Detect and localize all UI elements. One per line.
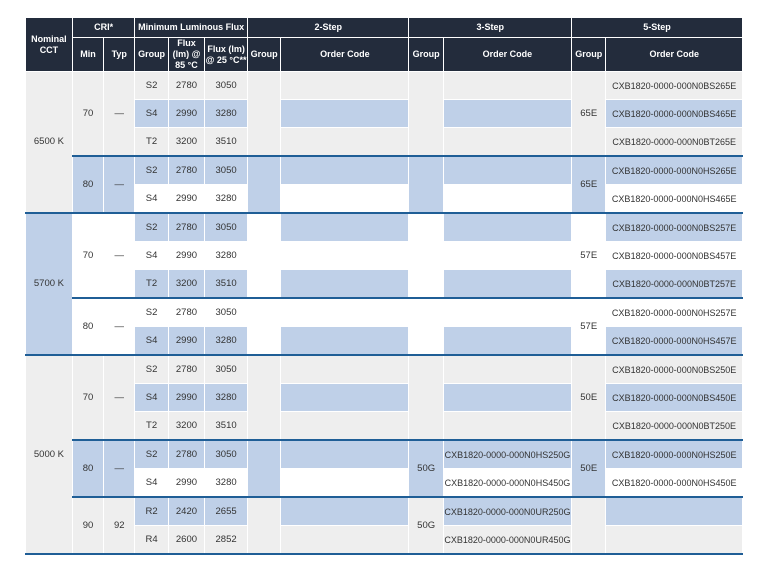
flux-25-cell: 3280 bbox=[205, 469, 248, 498]
cri-min-cell: 70 bbox=[72, 72, 103, 157]
step3-group-cell: 50G bbox=[409, 440, 443, 497]
flux-25-cell: 2852 bbox=[205, 526, 248, 555]
flux-group-cell: S2 bbox=[135, 156, 168, 185]
header-3-step: 3-Step bbox=[409, 18, 572, 38]
step3-code-cell bbox=[443, 72, 571, 100]
flux-25-cell: 3050 bbox=[205, 72, 248, 100]
flux-group-cell: S4 bbox=[135, 327, 168, 356]
step3-group-cell bbox=[409, 72, 443, 157]
step5-group-cell: 57E bbox=[572, 298, 606, 355]
step2-code-cell bbox=[281, 412, 409, 441]
table-row bbox=[26, 440, 743, 469]
flux-85-cell: 2420 bbox=[168, 497, 204, 526]
step5-group-cell: 50E bbox=[572, 355, 606, 440]
cct-cell: 5700 K bbox=[26, 213, 73, 355]
step3-code-cell: CXB1820-0000-000N0UR450G bbox=[443, 526, 571, 555]
header-flux-85: Flux (lm) @ 85 °C bbox=[168, 38, 204, 72]
step5-code-cell: CXB1820-0000-000N0BT250E bbox=[606, 412, 743, 441]
step5-code-cell: CXB1820-0000-000N0HS465E bbox=[606, 185, 743, 214]
flux-85-cell: 2990 bbox=[168, 384, 204, 412]
step3-code-cell bbox=[443, 185, 571, 214]
flux-25-cell: 3510 bbox=[205, 270, 248, 299]
cct-cell: 5000 K bbox=[26, 355, 73, 554]
cxb1820-order-code-table bbox=[25, 17, 743, 555]
flux-group-cell: S4 bbox=[135, 242, 168, 270]
flux-group-cell: S2 bbox=[135, 355, 168, 384]
flux-85-cell: 3200 bbox=[168, 128, 204, 157]
flux-25-cell: 3280 bbox=[205, 384, 248, 412]
header-5-step: 5-Step bbox=[572, 18, 743, 38]
step5-code-cell: CXB1820-0000-000N0HS250E bbox=[606, 440, 743, 469]
cri-typ-cell: — bbox=[104, 440, 135, 497]
step2-code-cell bbox=[281, 242, 409, 270]
step2-code-cell bbox=[281, 440, 409, 469]
cct-cell: 6500 K bbox=[26, 72, 73, 214]
step5-group-cell: 57E bbox=[572, 213, 606, 298]
flux-group-cell: T2 bbox=[135, 128, 168, 157]
flux-group-cell: S2 bbox=[135, 213, 168, 242]
step2-group-cell bbox=[247, 298, 280, 355]
header-2-step: 2-Step bbox=[247, 18, 409, 38]
step5-code-cell bbox=[606, 526, 743, 555]
cri-min-cell: 80 bbox=[72, 298, 103, 355]
cri-typ-cell: 92 bbox=[104, 497, 135, 554]
step5-code-cell: CXB1820-0000-000N0BT265E bbox=[606, 128, 743, 157]
step3-code-cell: CXB1820-0000-000N0HS250G bbox=[443, 440, 571, 469]
flux-85-cell: 3200 bbox=[168, 412, 204, 441]
header-2step-group: Group bbox=[247, 38, 280, 72]
table-row bbox=[26, 72, 743, 100]
step3-code-cell bbox=[443, 156, 571, 185]
step5-code-cell: CXB1820-0000-000N0HS257E bbox=[606, 298, 743, 327]
step5-group-cell: 65E bbox=[572, 156, 606, 213]
header-cri-typ: Typ bbox=[104, 38, 135, 72]
step3-code-cell bbox=[443, 128, 571, 157]
flux-25-cell: 3050 bbox=[205, 156, 248, 185]
flux-group-cell: S4 bbox=[135, 384, 168, 412]
flux-25-cell: 3280 bbox=[205, 327, 248, 356]
step3-code-cell: CXB1820-0000-000N0HS450G bbox=[443, 469, 571, 498]
step2-group-cell bbox=[247, 72, 280, 157]
header-nominal-cct: Nominal CCT bbox=[26, 18, 73, 72]
step3-group-cell: 50G bbox=[409, 497, 443, 554]
header-cri-min: Min bbox=[72, 38, 103, 72]
step2-code-cell bbox=[281, 128, 409, 157]
table-row bbox=[26, 298, 743, 327]
step2-group-cell bbox=[247, 156, 280, 213]
flux-85-cell: 2990 bbox=[168, 100, 204, 128]
cri-min-cell: 70 bbox=[72, 355, 103, 440]
flux-85-cell: 2600 bbox=[168, 526, 204, 555]
step3-group-cell bbox=[409, 298, 443, 355]
step5-code-cell: CXB1820-0000-000N0BS265E bbox=[606, 72, 743, 100]
step3-code-cell bbox=[443, 213, 571, 242]
flux-85-cell: 2780 bbox=[168, 298, 204, 327]
flux-group-cell: R2 bbox=[135, 497, 168, 526]
step3-code-cell bbox=[443, 242, 571, 270]
flux-85-cell: 2990 bbox=[168, 185, 204, 214]
step5-code-cell: CXB1820-0000-000N0HS457E bbox=[606, 327, 743, 356]
step3-code-cell bbox=[443, 270, 571, 299]
step2-code-cell bbox=[281, 72, 409, 100]
header-3step-order-code: Order Code bbox=[443, 38, 571, 72]
flux-85-cell: 2990 bbox=[168, 327, 204, 356]
flux-25-cell: 3280 bbox=[205, 185, 248, 214]
step5-code-cell: CXB1820-0000-000N0BS450E bbox=[606, 384, 743, 412]
step2-code-cell bbox=[281, 497, 409, 526]
step3-code-cell bbox=[443, 355, 571, 384]
step5-code-cell: CXB1820-0000-000N0HS450E bbox=[606, 469, 743, 498]
step2-group-cell bbox=[247, 497, 280, 554]
step3-code-cell: CXB1820-0000-000N0UR250G bbox=[443, 497, 571, 526]
flux-25-cell: 3050 bbox=[205, 355, 248, 384]
step2-code-cell bbox=[281, 100, 409, 128]
flux-group-cell: R4 bbox=[135, 526, 168, 555]
step2-code-cell bbox=[281, 384, 409, 412]
step3-code-cell bbox=[443, 298, 571, 327]
flux-85-cell: 2990 bbox=[168, 242, 204, 270]
header-cri: CRI* bbox=[72, 18, 135, 38]
cri-typ-cell: — bbox=[104, 355, 135, 440]
table-row bbox=[26, 156, 743, 185]
step3-code-cell bbox=[443, 384, 571, 412]
step5-code-cell: CXB1820-0000-000N0BT257E bbox=[606, 270, 743, 299]
flux-85-cell: 2780 bbox=[168, 156, 204, 185]
step5-code-cell: CXB1820-0000-000N0BS465E bbox=[606, 100, 743, 128]
flux-group-cell: S4 bbox=[135, 100, 168, 128]
flux-85-cell: 2780 bbox=[168, 440, 204, 469]
flux-25-cell: 3510 bbox=[205, 128, 248, 157]
flux-85-cell: 2990 bbox=[168, 469, 204, 498]
step2-code-cell bbox=[281, 526, 409, 555]
step5-code-cell bbox=[606, 497, 743, 526]
flux-85-cell: 3200 bbox=[168, 270, 204, 299]
step2-group-cell bbox=[247, 213, 280, 298]
header-2step-order-code: Order Code bbox=[281, 38, 409, 72]
cri-min-cell: 80 bbox=[72, 156, 103, 213]
step2-group-cell bbox=[247, 440, 280, 497]
step3-group-cell bbox=[409, 355, 443, 440]
flux-group-cell: S2 bbox=[135, 440, 168, 469]
step5-code-cell: CXB1820-0000-000N0HS265E bbox=[606, 156, 743, 185]
flux-25-cell: 3050 bbox=[205, 440, 248, 469]
cri-typ-cell: — bbox=[104, 156, 135, 213]
header-3step-group: Group bbox=[409, 38, 443, 72]
step2-code-cell bbox=[281, 270, 409, 299]
flux-group-cell: T2 bbox=[135, 270, 168, 299]
step3-group-cell bbox=[409, 213, 443, 298]
step3-code-cell bbox=[443, 100, 571, 128]
cri-min-cell: 90 bbox=[72, 497, 103, 554]
step3-code-cell bbox=[443, 412, 571, 441]
cri-min-cell: 80 bbox=[72, 440, 103, 497]
step5-group-cell: 65E bbox=[572, 72, 606, 157]
cri-typ-cell: — bbox=[104, 213, 135, 298]
step3-group-cell bbox=[409, 156, 443, 213]
table-row bbox=[26, 355, 743, 384]
flux-85-cell: 2780 bbox=[168, 213, 204, 242]
cri-min-cell: 70 bbox=[72, 213, 103, 298]
flux-25-cell: 2655 bbox=[205, 497, 248, 526]
step2-code-cell bbox=[281, 298, 409, 327]
table-row bbox=[26, 213, 743, 242]
step2-code-cell bbox=[281, 327, 409, 356]
flux-25-cell: 3280 bbox=[205, 100, 248, 128]
flux-25-cell: 3280 bbox=[205, 242, 248, 270]
step2-code-cell bbox=[281, 355, 409, 384]
flux-group-cell: T2 bbox=[135, 412, 168, 441]
step2-group-cell bbox=[247, 355, 280, 440]
flux-group-cell: S4 bbox=[135, 185, 168, 214]
step5-code-cell: CXB1820-0000-000N0BS257E bbox=[606, 213, 743, 242]
header-flux-group: Group bbox=[135, 38, 168, 72]
table-row bbox=[26, 497, 743, 526]
flux-85-cell: 2780 bbox=[168, 72, 204, 100]
step5-group-cell: 50E bbox=[572, 440, 606, 497]
step5-code-cell: CXB1820-0000-000N0BS250E bbox=[606, 355, 743, 384]
flux-group-cell: S4 bbox=[135, 469, 168, 498]
header-5step-order-code: Order Code bbox=[606, 38, 743, 72]
step3-code-cell bbox=[443, 327, 571, 356]
flux-25-cell: 3510 bbox=[205, 412, 248, 441]
header-flux-25: Flux (lm) @ 25 °C** bbox=[205, 38, 248, 72]
flux-85-cell: 2780 bbox=[168, 355, 204, 384]
header-min-luminous-flux: Minimum Luminous Flux bbox=[135, 18, 248, 38]
flux-group-cell: S2 bbox=[135, 72, 168, 100]
step2-code-cell bbox=[281, 469, 409, 498]
header-5step-group: Group bbox=[572, 38, 606, 72]
flux-25-cell: 3050 bbox=[205, 298, 248, 327]
cri-typ-cell: — bbox=[104, 298, 135, 355]
step2-code-cell bbox=[281, 156, 409, 185]
step5-group-cell bbox=[572, 497, 606, 554]
cri-typ-cell: — bbox=[104, 72, 135, 157]
step2-code-cell bbox=[281, 185, 409, 214]
step5-code-cell: CXB1820-0000-000N0BS457E bbox=[606, 242, 743, 270]
flux-group-cell: S2 bbox=[135, 298, 168, 327]
step2-code-cell bbox=[281, 213, 409, 242]
flux-25-cell: 3050 bbox=[205, 213, 248, 242]
